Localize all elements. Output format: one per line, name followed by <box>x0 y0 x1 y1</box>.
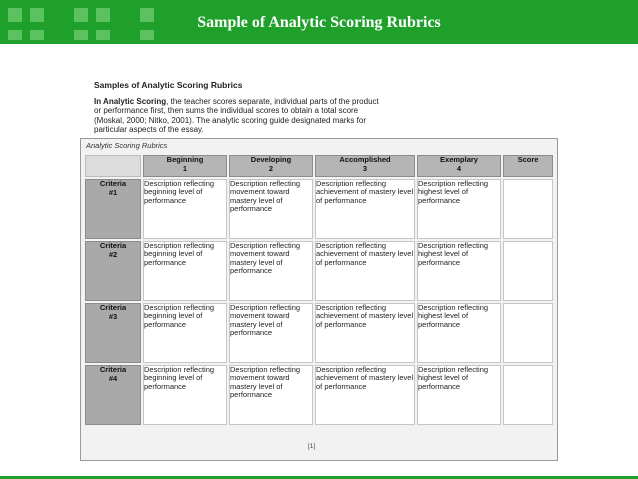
rubric-cell: Description reflecting highest level of performance <box>417 303 501 363</box>
rubric-cell: Description reflecting highest level of performance <box>417 365 501 425</box>
intro-line: particular aspects of the essay. <box>94 124 204 134</box>
rubric-cell: Description reflecting movement toward mastery level of performance <box>229 179 313 239</box>
score-cell <box>503 179 553 239</box>
rubric-table-panel <box>80 138 558 461</box>
rubric-header-row <box>85 155 553 177</box>
rubric-cell: Description reflecting achievement of mastery level of performance <box>315 179 415 239</box>
corner-cell <box>85 155 141 177</box>
row-header: Criteria #2 <box>85 241 141 301</box>
page-number: [1] <box>308 443 316 450</box>
intro-lead: In Analytic Scoring <box>94 97 167 106</box>
rubric-cell: Description reflecting movement toward mastery level of performance <box>229 303 313 363</box>
intro-line: , the teacher scores separate, individual parts of the product <box>166 97 379 106</box>
column-header-beginning: Beginning 1 <box>143 155 227 177</box>
slide-header-bar <box>0 0 638 44</box>
document-image <box>78 62 558 424</box>
score-cell <box>503 303 553 363</box>
table-caption: Analytic Scoring Rubrics <box>86 141 168 150</box>
column-header-developing: Developing 2 <box>229 155 313 177</box>
slide-title: Sample of Analytic Scoring Rubrics <box>197 14 441 31</box>
score-cell <box>503 365 553 425</box>
rubric-row <box>85 365 553 425</box>
rubric-cell: Description reflecting movement toward mastery level of performance <box>229 241 313 301</box>
rubric-row <box>85 241 553 301</box>
rubric-row <box>85 303 553 363</box>
rubric-cell: Description reflecting beginning level of performance <box>143 179 227 239</box>
score-cell <box>503 241 553 301</box>
rubric-cell: Description reflecting achievement of mastery level of performance <box>315 241 415 301</box>
rubric-cell: Description reflecting beginning level of performance <box>143 303 227 363</box>
row-header: Criteria #3 <box>85 303 141 363</box>
intro-line: or performance first, then sums the individual scores to obtain a total score <box>94 106 359 116</box>
rubric-cell: Description reflecting highest level of performance <box>417 179 501 239</box>
rubric-cell: Description reflecting beginning level of performance <box>143 365 227 425</box>
column-header-score: Score <box>503 155 553 177</box>
rubric-cell: Description reflecting highest level of performance <box>417 241 501 301</box>
row-header: Criteria #4 <box>85 365 141 425</box>
column-header-exemplary: Exemplary 4 <box>417 155 501 177</box>
column-header-accomplished: Accomplished 3 <box>315 155 415 177</box>
document-heading: Samples of Analytic Scoring Rubrics <box>94 80 243 90</box>
rubric-cell: Description reflecting achievement of mastery level of performance <box>315 303 415 363</box>
document-intro <box>94 97 534 134</box>
rubric-cell: Description reflecting movement toward mastery level of performance <box>229 365 313 425</box>
rubric-table <box>83 153 555 427</box>
rubric-row <box>85 179 553 239</box>
rubric-cell: Description reflecting beginning level of performance <box>143 241 227 301</box>
rubric-cell: Description reflecting achievement of mastery level of performance <box>315 365 415 425</box>
row-header: Criteria #1 <box>85 179 141 239</box>
intro-line: (Moskal, 2000; Nitko, 2001). The analytic scoring guide designated marks for <box>94 115 366 125</box>
